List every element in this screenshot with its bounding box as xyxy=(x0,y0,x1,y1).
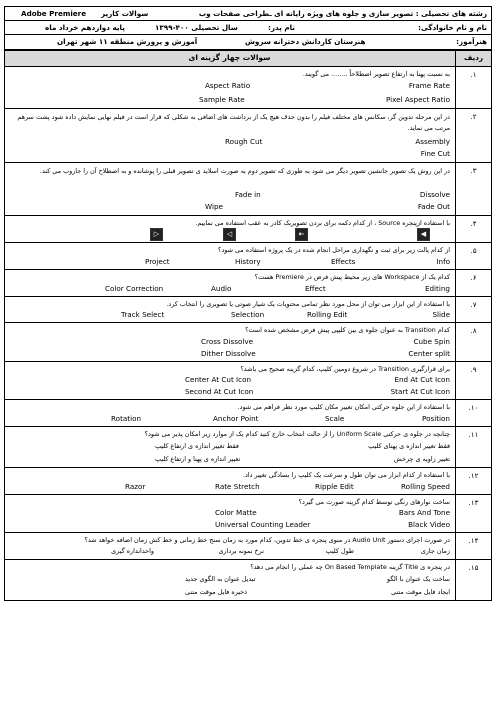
question-text: با استفاده ازپنجره Source ، از کدام دکمه برای بردن تصویربک کادر به عقب استفاده می نماییم. xyxy=(195,219,450,227)
option-b[interactable]: Audio xyxy=(211,284,232,293)
option-b[interactable]: Frame Rate xyxy=(408,81,450,90)
option-c[interactable]: ایجاد فایل موقت متنی xyxy=(391,588,450,596)
step-back-icon[interactable]: ◀ xyxy=(417,228,430,241)
question-row xyxy=(5,216,491,243)
question-number: .۶ xyxy=(455,270,491,296)
option-b[interactable]: Anchor Point xyxy=(213,414,259,423)
option-a[interactable]: Fade in xyxy=(235,190,261,199)
question-row xyxy=(5,323,491,362)
header-row-1 xyxy=(5,7,491,21)
option-a[interactable]: ساخت یک عنوان با الگو xyxy=(387,575,450,583)
question-number: .۴ xyxy=(455,216,491,242)
option-d[interactable]: تغییر اندازه ی پهنا و ارتفاع کلیپ xyxy=(155,455,241,463)
option-b[interactable]: Dissolve xyxy=(419,190,450,199)
year-label: سال تحصیلی ۴۰۰-۱۳۹۹ xyxy=(155,23,238,32)
option-c[interactable]: Dither Dissolve xyxy=(201,349,256,358)
question-row xyxy=(5,560,491,600)
question-text: در این مرحله تدوین گر، سکانس های مختلف فیلم را بدون حذف هیچ یک از برداشت های اضافی به شکلی که قرار است در فیلم نهایی نمایش داده شود پشت سرهم مرتب می نماید. xyxy=(17,113,450,132)
question-text: در صورت اجرای دستور Audio Unit در منوی پنجره ی خط تدوین، کدام مورد به زمان سنج خط زمانی و خط کش زمان اضافه خواهد شد؟ xyxy=(84,536,450,544)
question-text: به نسبت پهنا به ارتفاع تصویر اصطلاحاً ........ می گویند. xyxy=(302,70,450,78)
question-row xyxy=(5,67,491,109)
option-d[interactable]: Rolling Speed xyxy=(401,482,450,491)
question-number: .۱۳ xyxy=(455,495,491,532)
question-text: کدام یک از Workspace های زیر محیط پیش فرض در Premiere هست؟ xyxy=(254,273,450,281)
subject-title: Adobe Premiere xyxy=(21,9,87,18)
row-column-header: ردیف xyxy=(455,51,491,66)
option-b[interactable]: Rate Stretch xyxy=(215,482,260,491)
option-d[interactable]: واحدانداره گیری xyxy=(111,547,154,555)
question-text: در این روش یک تصویر جانشین تصویر دیگر می شود به طوری که تصویر دوم به صورت اسلاید ی تصویر قبلی را پوشانده و به اصطلاح آن را جاروب می کند. xyxy=(39,167,450,175)
question-text: ساخت نوارهای رنگی توسط کدام گزینه صورت می گیرد؟ xyxy=(298,498,450,506)
option-d[interactable]: Black Video xyxy=(408,520,450,529)
question-row xyxy=(5,243,491,270)
grade-label: پایه دوازدهم خرداد ماه xyxy=(45,23,125,32)
option-a[interactable]: Center At Cut Icon xyxy=(185,375,252,384)
option-c[interactable]: Universal Counting Leader xyxy=(215,520,311,529)
question-row xyxy=(5,163,491,216)
option-d[interactable]: Pixel Aspect Ratio xyxy=(385,95,450,104)
option-b[interactable]: طول کلیپ xyxy=(325,547,354,555)
option-a[interactable]: Aspect Ratio xyxy=(205,81,251,90)
question-text: در پنجره ی Title گزینه On Based Template چه عملی را انجام می دهد؟ xyxy=(250,563,450,571)
question-row xyxy=(5,362,491,400)
option-a[interactable]: Razor xyxy=(125,482,146,491)
option-b[interactable]: تبدیل عنوان به الگوی جدید xyxy=(185,575,256,583)
question-text: از کدام پالت زیر برای ثبت و نگهداری مراحل انجام شده در یک پروژه استفاده می شود؟ xyxy=(218,246,450,254)
questions-column-header: سوالات چهار گزینه ای xyxy=(188,53,271,62)
question-text: با استفاده از این جلوه حرکتی امکان تغییر مکان کلیپ مورد نظر فراهم می شود. xyxy=(237,403,450,411)
question-number: .۱ xyxy=(455,67,491,108)
option-d[interactable]: Editing xyxy=(424,284,450,293)
field-label: رشته های تحصیلی : تصویر سازی و جلوه های ویژه رایانه ای ـطراحی صفحات وب xyxy=(198,9,487,18)
question-text: چنانچه در جلوه ی حرکتی Uniform Scale را از حالت انتخاب خارج کنید کدام یک از موارد زیر امکان پذیر می شود؟ xyxy=(144,430,450,438)
header-row-3 xyxy=(5,35,491,50)
option-a[interactable]: Cross Dissolve xyxy=(201,337,254,346)
option-b[interactable]: History xyxy=(235,257,261,266)
region-name: آموزش و پرورش منطقه ۱۱ شهر تهران xyxy=(57,37,198,46)
question-number: .۵ xyxy=(455,243,491,269)
question-number: .۱۵ xyxy=(455,560,491,600)
option-c[interactable]: نرخ نمونه برداری xyxy=(218,547,264,555)
question-text: با استفاده از این ابزار می توان از محل مورد نظر تمامی محتویات یک شیار صوتی یا تصویری را انتخاب کرد. xyxy=(166,300,450,308)
header-row-2 xyxy=(5,21,491,35)
option-d[interactable]: Slide xyxy=(432,310,450,319)
option-c[interactable]: Second At Cut Icon xyxy=(185,387,254,396)
option-b[interactable]: Selection xyxy=(231,310,265,319)
option-d[interactable]: Position xyxy=(422,414,450,423)
option-a[interactable]: زمان جاری xyxy=(420,547,450,555)
option-c[interactable]: Effect xyxy=(305,284,326,293)
question-number: .۲ xyxy=(455,109,491,162)
question-number: .۱۲ xyxy=(455,468,491,494)
question-number: .۳ xyxy=(455,163,491,215)
go-to-in-icon[interactable]: ⇤ xyxy=(295,228,308,241)
shuttle-left-icon[interactable]: ◁ xyxy=(223,228,236,241)
question-number: .۹ xyxy=(455,362,491,399)
option-a[interactable]: فقط تغییر اندازه ی پهنای کلیپ xyxy=(368,442,450,450)
question-number: .۷ xyxy=(455,297,491,322)
question-row xyxy=(5,109,491,163)
question-row xyxy=(5,297,491,323)
option-a[interactable]: Color Matte xyxy=(215,508,257,517)
question-number: .۱۰ xyxy=(455,400,491,426)
exam-page xyxy=(4,6,492,601)
exam-header xyxy=(4,6,492,50)
question-number: .۱۱ xyxy=(455,427,491,467)
option-b[interactable]: Bars And Tone xyxy=(398,508,450,517)
name-label: نام و نام خانوادگی: xyxy=(418,23,487,32)
table-header-row xyxy=(5,51,491,67)
option-c[interactable]: Wipe xyxy=(205,202,223,211)
option-b[interactable]: Assembly xyxy=(415,137,450,146)
option-a[interactable]: Rough Cut xyxy=(225,137,263,146)
father-label: نام پدر: xyxy=(267,23,295,32)
option-b[interactable]: End At Cut Icon xyxy=(394,375,450,384)
option-c[interactable]: تغییر زاویه ی چرخش xyxy=(393,455,450,463)
question-row xyxy=(5,468,491,495)
option-a[interactable]: Color Correction xyxy=(105,284,164,293)
play-in-to-out-icon[interactable]: ▷ xyxy=(150,228,163,241)
option-c[interactable]: Fine Cut xyxy=(420,149,450,158)
option-d[interactable]: Info xyxy=(436,257,450,266)
option-d[interactable]: Center split xyxy=(408,349,450,358)
question-text: برای قرارگیری Transition در شروع دومین کلیپ، کدام گزینه صحیح می باشد؟ xyxy=(240,365,450,373)
option-d[interactable]: ذخیره فایل موقت متنی xyxy=(185,588,247,596)
option-a[interactable]: Project xyxy=(145,257,170,266)
option-a[interactable]: Track Select xyxy=(121,310,165,319)
question-text: با استفاده از کدام ابزار می توان طول و سرعت یک کلیپ را بسادگی تغییر داد. xyxy=(242,471,450,479)
question-text: کدام Transition به عنوان جلوه ی بین کلیپی پیش فرض مشخص شده است؟ xyxy=(245,326,450,334)
exam-title: سوالات کارير xyxy=(101,9,149,18)
option-a[interactable]: Rotation xyxy=(111,414,142,423)
school-name: هنرستان کاردانش دخترانه سروش xyxy=(245,37,366,46)
option-d[interactable]: Fade Out xyxy=(417,202,450,211)
option-c[interactable]: Sample Rate xyxy=(199,95,245,104)
option-b[interactable]: فقط تغییر اندازه ی ارتفاع کلیپ xyxy=(155,442,239,450)
question-number: .۱۴ xyxy=(455,533,491,559)
option-c[interactable]: Rolling Edit xyxy=(307,310,348,319)
question-row xyxy=(5,427,491,468)
question-row xyxy=(5,533,491,560)
option-b[interactable]: Cube Spin xyxy=(413,337,450,346)
option-c[interactable]: Scale xyxy=(325,414,345,423)
question-row xyxy=(5,270,491,297)
student-label: هنرآموز: xyxy=(456,37,487,46)
option-c[interactable]: Effects xyxy=(331,257,356,266)
option-c[interactable]: Ripple Edit xyxy=(315,482,354,491)
question-row xyxy=(5,495,491,533)
question-table xyxy=(4,50,492,601)
option-d[interactable]: Start At Cut Icon xyxy=(390,387,450,396)
question-number: .۸ xyxy=(455,323,491,361)
question-row xyxy=(5,400,491,427)
